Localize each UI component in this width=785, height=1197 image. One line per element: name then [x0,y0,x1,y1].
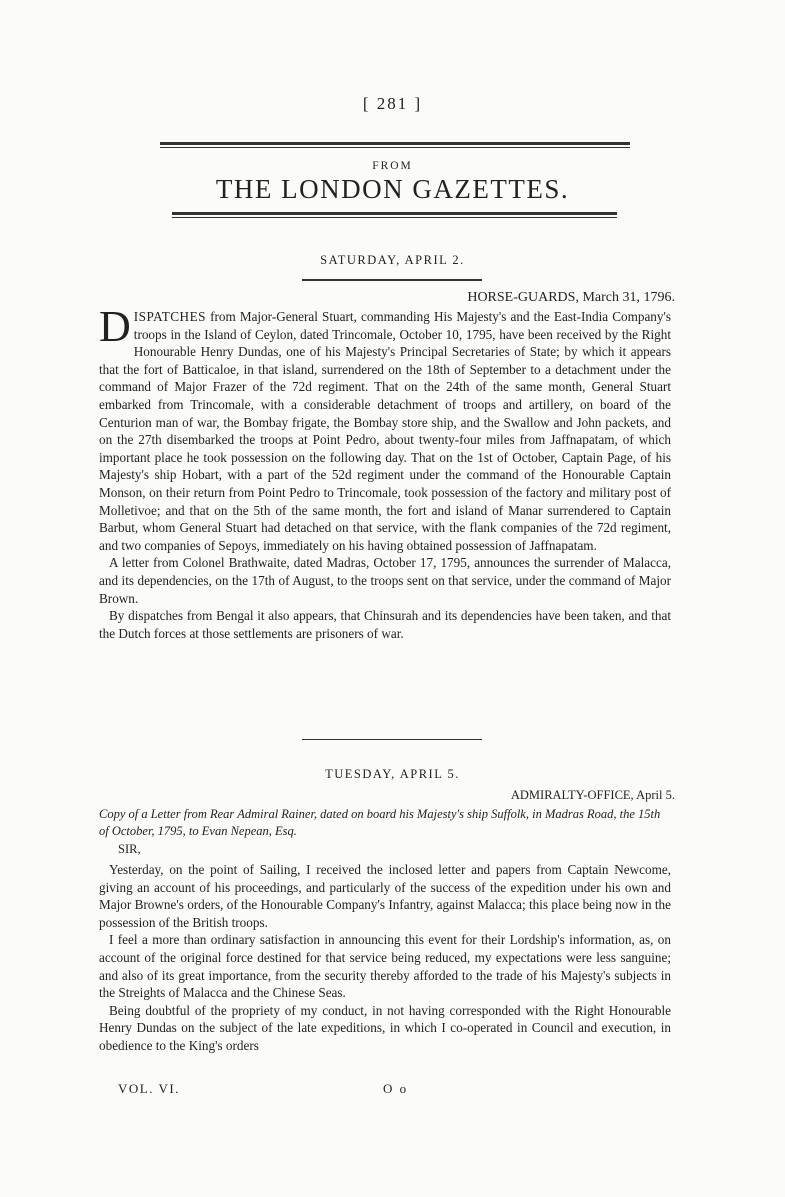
para1-text: from Major-General Stuart, commanding His Majesty's and the East-India Company's troops in the Island of Ceylon, dated Trincomale, October 10, 1795, have been received by the Right Honourable Henry Dundas, one of his Majesty's Principal Secretaries of State; by which it appears that the fort of Batticaloe, in that island, surrendered on the 18th of September to a detachment under the command of Major Frazer of the 72d regiment. That on the 24th of the same month, General Stuart embarked from Trincomale, with a considerable detachment of troops and artillery, on board of the Centurion man of war, the Bombay frigate, the Bombay store ship, and the Swallow and John packets, and on the 27th disembarked the troops at Point Pedro, about twenty-four miles from Jaffnapatam, of which important place he took possession on the following day. That on the 1st of October, Captain Page, of his Majesty's ship Hobart, with a part of the 52d regiment under the command of the Honourable Captain Monson, on their return from Point Pedro to Trincomale, took possession of the factory and military post of Molletivoe; and that on the 5th of the same month, the fort and island of Manar surrendered to Captain Barbut, whom General Stuart had detached on that service, with the flank companies of the 72d regiment, and two companies of Sepoys, immediately on his having obtained possession of Jaffnapatam. [99,309,671,553]
section2-para1: Yesterday, on the point of Sailing, I received the inclosed letter and papers from Captain Newcome, giving an account of his proceedings, and particularly of the success of the expedition under his own and Major Browne's orders, of the Honourable Company's Infantry, against Malacca; this place being now in the possession of the British troops. [99,862,671,930]
header-from: FROM [372,160,413,172]
header-title: THE LONDON GAZETTES. [215,174,570,204]
volume-label: VOL. VI. [118,1081,180,1096]
section2-place-date: ADMIRALTY-OFFICE, April 5. [510,788,675,802]
top-rule [160,142,630,145]
salutation: SIR, [118,842,141,856]
section2-body [99,861,671,1055]
para1-first-word: ISPATCHES [133,309,206,324]
copy-line: Copy of a Letter from Rear Admiral Rainer, dated on board his Majesty's ship Suffolk, in Madras Road, the 15th of October, 1795, to Evan Nepean, Esq. [99,807,661,838]
title-rule-thin [172,217,617,218]
section-divider [302,739,482,740]
section1-body [99,302,671,642]
page-number: [ 281 ] [362,94,423,113]
section2-date: TUESDAY, APRIL 5. [325,767,460,781]
drop-cap: D [99,302,131,351]
section1-para2: A letter from Colonel Brathwaite, dated Madras, October 17, 1795, announces the surrender of Malacca, and its dependencies, on the 17th of August, to the troops sent on that service, under the command of Major Brown. [99,555,671,606]
section1-para1 [99,302,671,554]
section1-place-date: HORSE-GUARDS, March 31, 1796. [467,290,675,305]
section2-para2: I feel a more than ordinary satisfaction in announcing this event for their Lordship's information, as, on account of the original force destined for that service being reduced, my expectations were less sanguine; and also of its great importance, from the security thereby afforded to the trade of his Majesty's subjects in the Streights of Malacca and the Chinese Seas. [99,932,671,1001]
signature-mark: O o [383,1081,409,1096]
section1-para3: By dispatches from Bengal it also appears, that Chinsurah and its dependencies have been taken, and that the Dutch forces at those settlements are prisoners of war. [99,608,671,641]
section1-rule [302,279,482,281]
title-rule [172,212,617,215]
section1-date: SATURDAY, APRIL 2. [320,253,465,267]
top-rule-thin [160,147,630,148]
section2-para3: Being doubtful of the propriety of my conduct, in not having corresponded with the Right Honourable Henry Dundas on the subject of the late expeditions, in which I co-operated in Council and execution, in obedience to the King's orders [99,1002,671,1053]
